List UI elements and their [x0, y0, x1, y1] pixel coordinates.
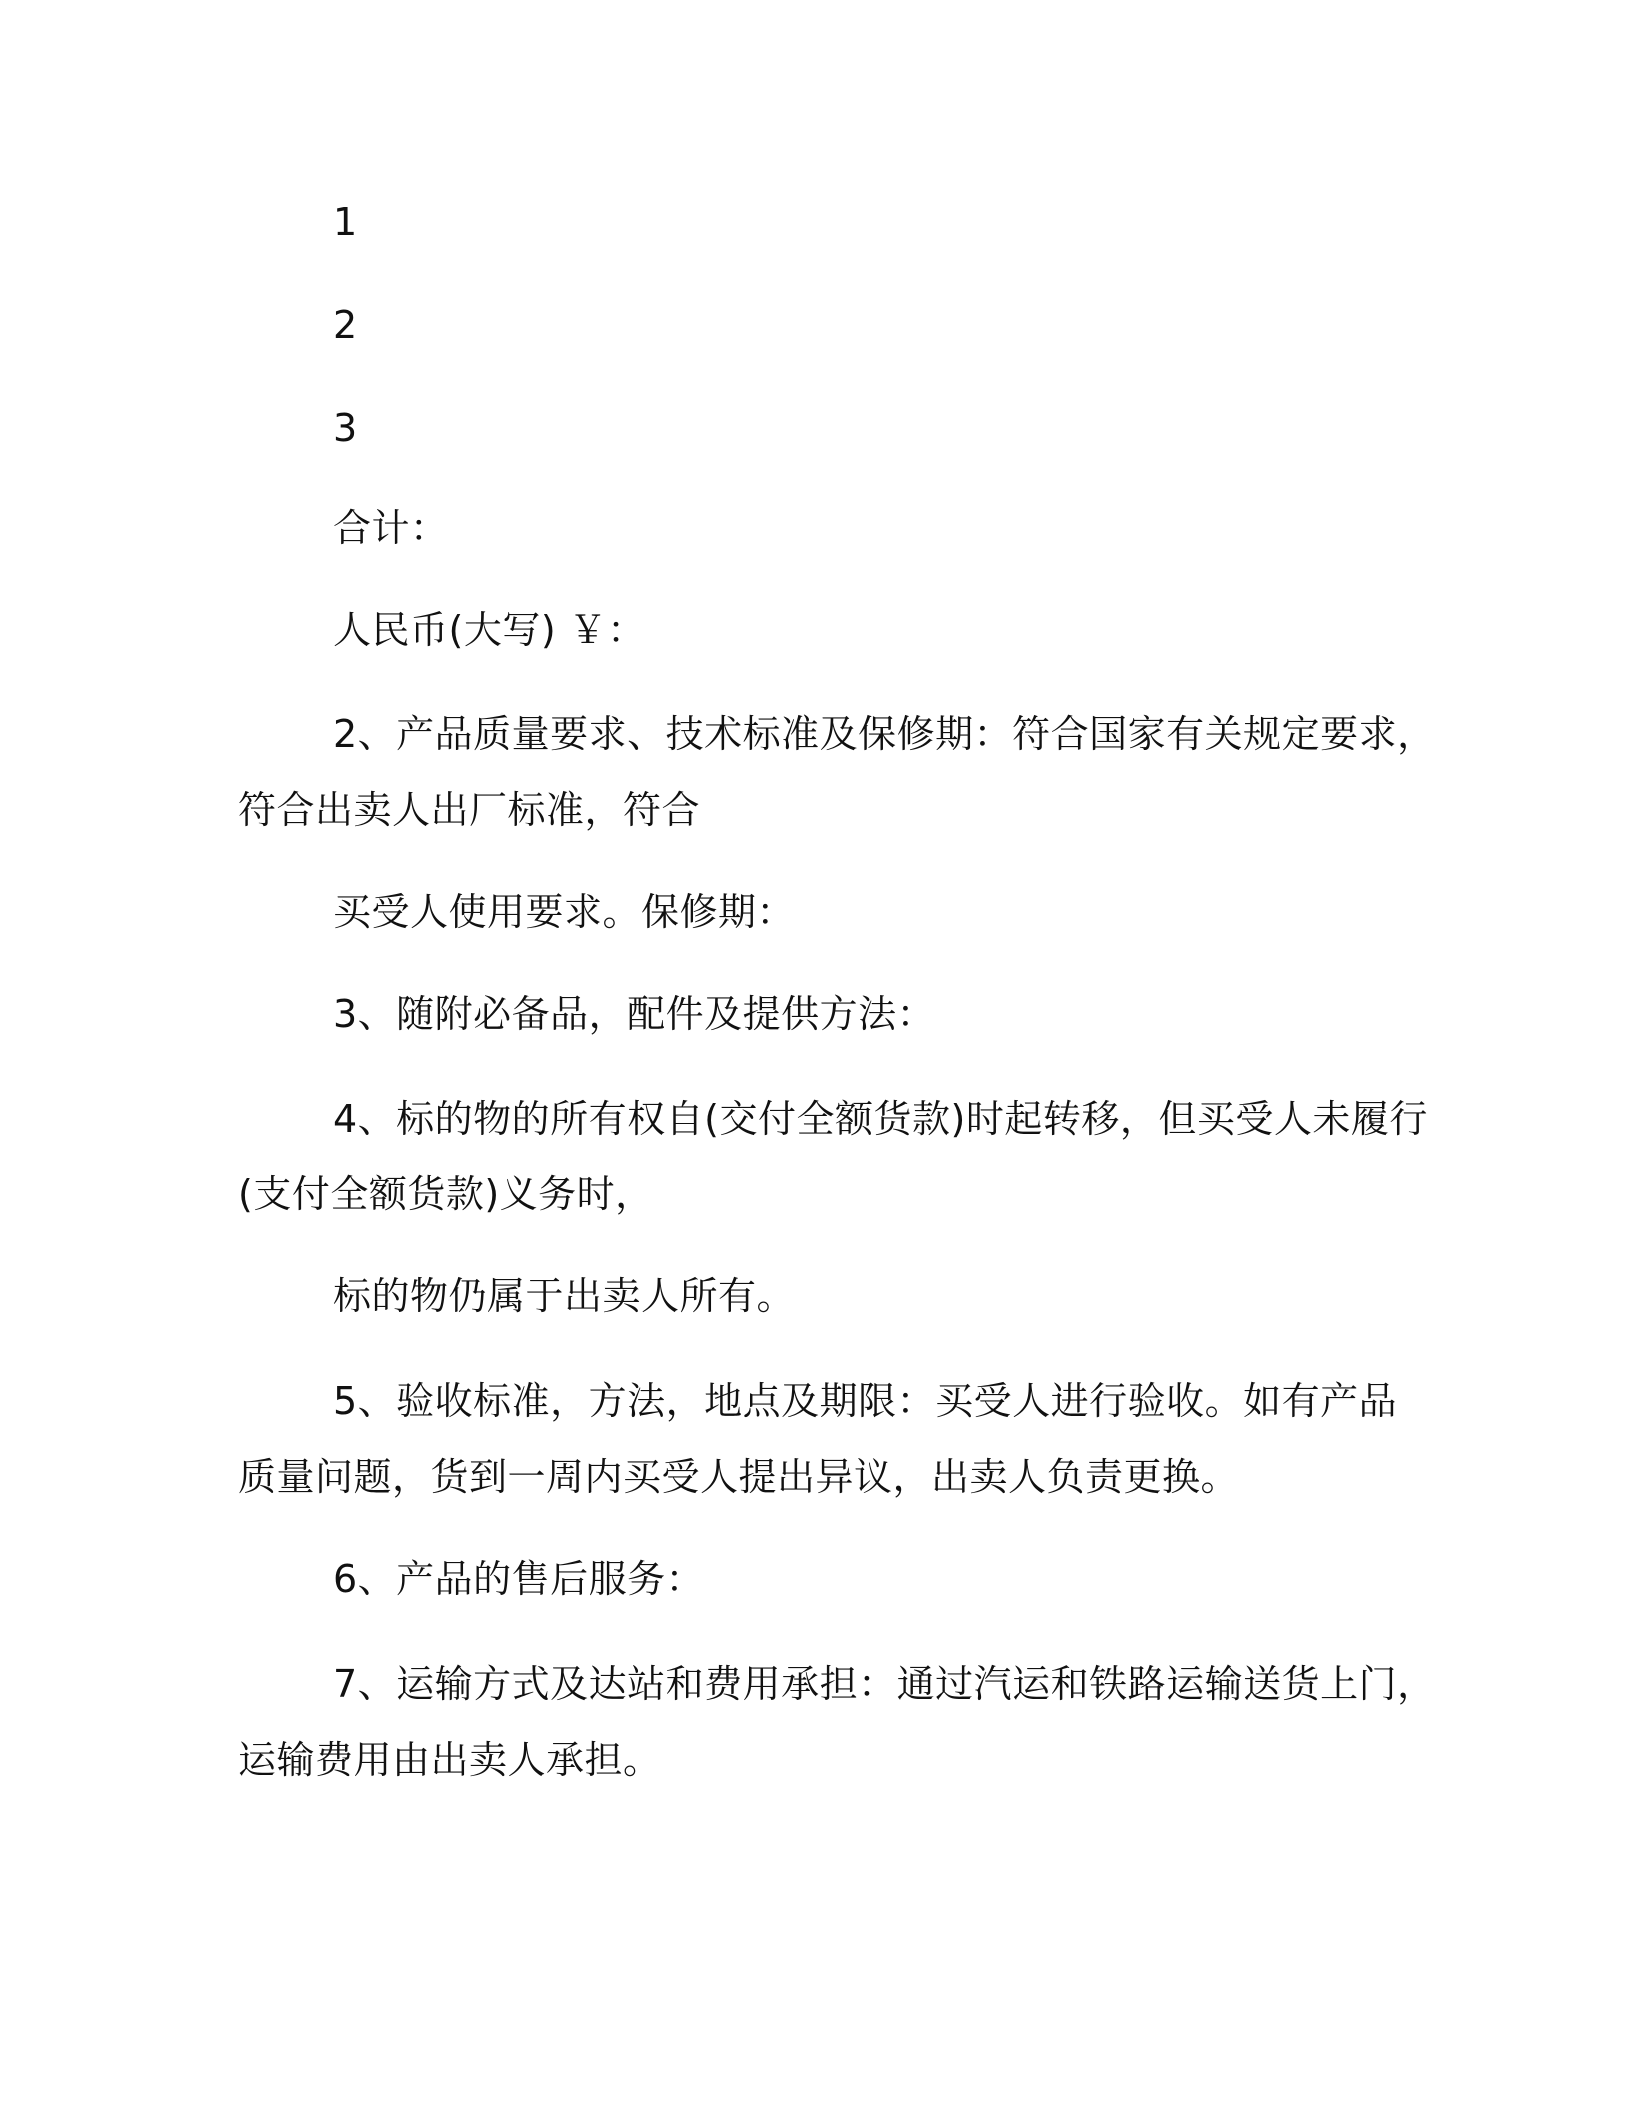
clause-4-line-1: 4、标的物的所有权自(交付全额货款)时起转移，但买受人未履行 [333, 1097, 1428, 1141]
clause-5-line-1: 5、验收标准，方法，地点及期限：买受人进行验收。如有产品 [333, 1379, 1398, 1423]
rmb-amount-label: 人民币(大写) ￥： [333, 608, 646, 652]
total-label: 合计： [333, 506, 449, 550]
clause-2-line-2: 符合出卖人出厂标准，符合 [238, 788, 701, 832]
item-number-2: 2 [333, 303, 358, 347]
clause-5-line-2: 质量问题，货到一周内买受人提出异议，出卖人负责更换。 [238, 1455, 1240, 1499]
clause-6: 6、产品的售后服务： [333, 1557, 705, 1601]
item-number-1: 1 [333, 200, 358, 244]
clause-2-line-3: 买受人使用要求。保修期： [333, 890, 796, 934]
item-number-3: 3 [333, 406, 358, 450]
clause-3: 3、随附必备品，配件及提供方法： [333, 992, 936, 1036]
clause-4-line-3: 标的物仍属于出卖人所有。 [333, 1274, 796, 1318]
clause-7-line-1: 7、运输方式及达站和费用承担：通过汽运和铁路运输送货上门， [333, 1662, 1436, 1706]
clause-4-line-2: (支付全额货款)义务时， [238, 1172, 654, 1216]
clause-7-line-2: 运输费用由出卖人承担。 [238, 1738, 662, 1782]
clause-2-line-1: 2、产品质量要求、技术标准及保修期：符合国家有关规定要求， [333, 712, 1436, 756]
